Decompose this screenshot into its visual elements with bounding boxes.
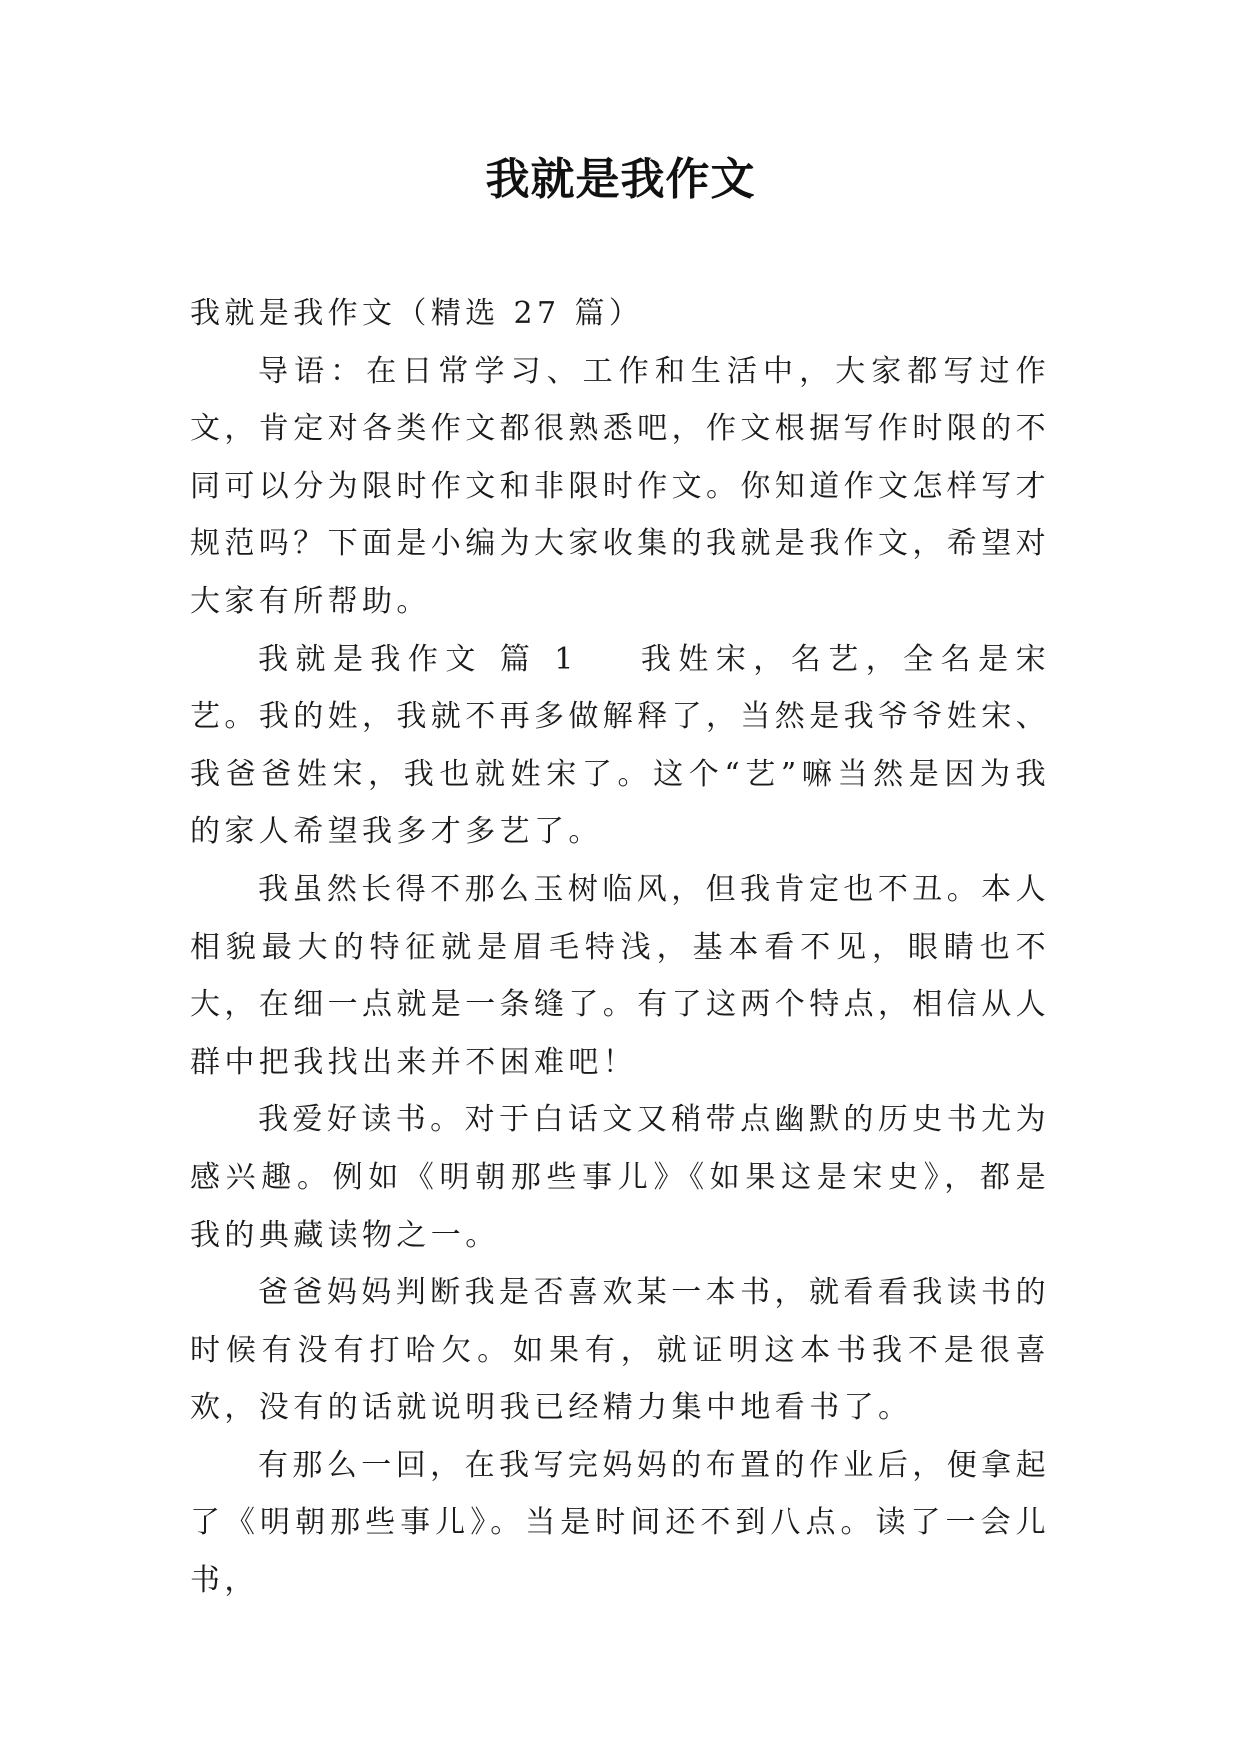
intro-paragraph: 导语：在日常学习、工作和生活中，大家都写过作文，肯定对各类作文都很熟悉吧，作文根据写作时限的不同可以分为限时作文和非限时作文。你知道作文怎样写才规范吗？下面是小编为大家收集的我就是我作文，希望对大家有所帮助。 [190,353,1050,619]
body-paragraph: 有那么一回，在我写完妈妈的布置的作业后，便拿起了《明朝那些事儿》。当是时间还不到八点。读了一会儿书， [190,1447,1050,1599]
section-heading: 我就是我作文 篇 1 [258,641,578,677]
body-paragraph: 我虽然长得不那么玉树临风，但我肯定也不丑。本人相貌最大的特征就是眉毛特浅，基本看不见，眼睛也不大，在细一点就是一条缝了。有了这两个特点，相信从人群中把我找出来并不困难吧！ [190,871,1050,1080]
document-subtitle: 我就是我作文（精选 27 篇） [190,296,644,331]
section-first-text: 我姓宋，名艺，全名是宋艺。我的姓，我就不再多做解释了，当然是我爷爷姓宋、我爸爸姓宋，我也就姓宋了。这个“艺”嘛当然是因为我的家人希望我多才多艺了。 [190,641,1050,850]
document-title: 我就是我作文 [485,154,756,205]
body-paragraph: 爸爸妈妈判断我是否喜欢某一本书，就看看我读书的时候有没有打哈欠。如果有，就证明这本书我不是很喜欢，没有的话就说明我已经精力集中地看书了。 [190,1275,1050,1426]
section-paragraph [190,631,1050,861]
document-body [190,285,1050,1610]
body-paragraph: 我爱好读书。对于白话文又稍带点幽默的历史书尤为感兴趣。例如《明朝那些事儿》《如果这是宋史》，都是我的典藏读物之一。 [190,1102,1050,1253]
